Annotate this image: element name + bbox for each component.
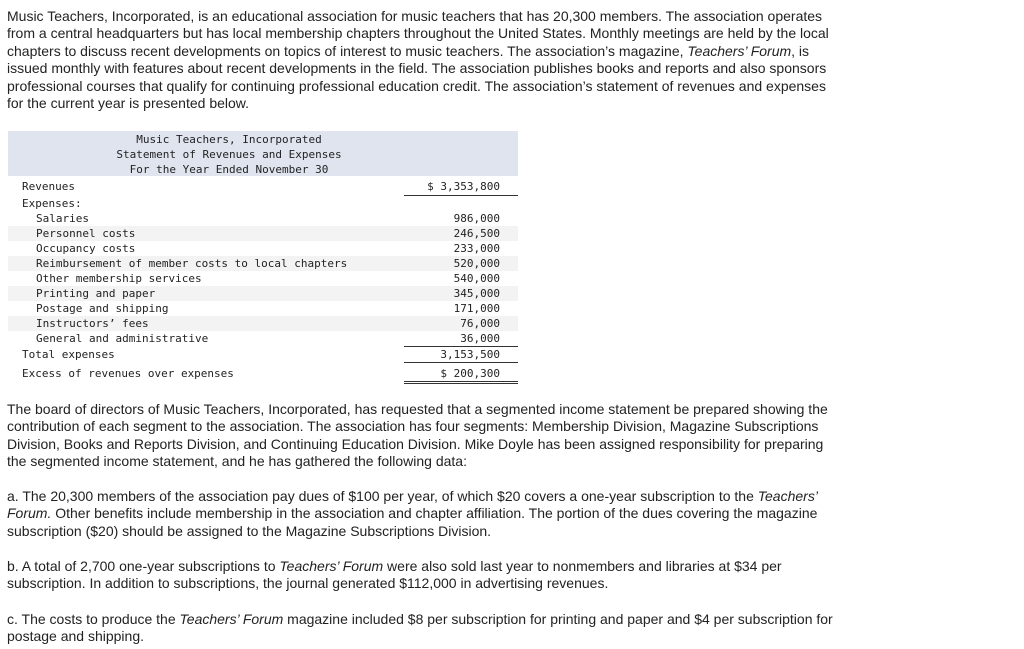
expense-amount: 246,500 xyxy=(453,227,500,240)
expense-label: Instructors’ fees xyxy=(36,317,149,330)
excess-rule xyxy=(404,362,518,363)
item-c-text: postage and shipping. xyxy=(7,628,144,645)
expense-label: Printing and paper xyxy=(36,287,156,300)
intro-line: Music Teachers, Incorporated, is an educational association for music teachers that has 20,300 members. The association operates xyxy=(7,8,823,24)
expense-row xyxy=(8,241,518,256)
magazine-title: Teachers’ Forum xyxy=(279,558,384,574)
item-c-text: c. The costs to produce the xyxy=(7,611,180,627)
statement-header xyxy=(8,131,518,176)
expense-amount: 171,000 xyxy=(453,302,500,315)
item-b-paragraph xyxy=(7,558,1007,593)
item-b-text: subscription. In addition to subscriptions, the journal generated $112,000 in advertising revenues. xyxy=(7,575,609,592)
magazine-title: Teachers’ Forum xyxy=(687,42,792,59)
expenses-header-row xyxy=(8,196,518,211)
expense-row xyxy=(8,316,518,331)
item-a-paragraph xyxy=(7,488,1007,540)
intro-paragraph xyxy=(7,8,1007,112)
expense-amount: 986,000 xyxy=(453,212,500,225)
expense-amount: 36,000 xyxy=(460,332,500,345)
excess-row xyxy=(8,366,518,381)
expense-row xyxy=(8,211,518,226)
expense-amount: 233,000 xyxy=(453,242,500,255)
magazine-title: Forum. xyxy=(7,505,52,522)
intro-line: , is xyxy=(791,42,810,59)
expense-amount: 76,000 xyxy=(460,317,500,330)
expense-label: Occupancy costs xyxy=(36,242,136,255)
expense-label: Reimbursement of member costs to local chapters xyxy=(36,257,348,270)
expense-amount: 345,000 xyxy=(453,287,500,300)
expense-amount: 540,000 xyxy=(453,272,500,285)
total-expenses-row xyxy=(8,347,518,362)
statement-company: Music Teachers, Incorporated xyxy=(136,133,322,146)
expense-row xyxy=(8,286,518,301)
item-c-text: magazine included $8 per subscription for printing and paper and $4 per subscription for xyxy=(283,611,833,627)
expense-row xyxy=(8,256,518,271)
revenues-row xyxy=(8,179,518,194)
item-a-text: Other benefits include membership in the association and chapter affiliation. The portion of the dues covering the magazine xyxy=(51,505,818,522)
intro-line: professional courses that qualify for continuing professional education credit. The association’s statement of revenues and expenses xyxy=(7,77,826,94)
intro-line: chapters to discuss recent developments on topics of interest to music teachers. The association’s magazine, xyxy=(7,42,688,59)
statement-period: For the Year Ended November 30 xyxy=(129,163,329,176)
excess-double-rule xyxy=(404,381,518,384)
total-expenses-label: Total expenses xyxy=(22,348,115,361)
item-b-text: b. A total of 2,700 one-year subscriptions to xyxy=(7,558,280,574)
item-a-text: a. The 20,300 members of the association pay dues of $100 per year, of which $20 covers a one-year subscription to the xyxy=(7,488,758,504)
magazine-title: Teachers’ Forum xyxy=(179,611,284,627)
excess-label: Excess of revenues over expenses xyxy=(22,367,234,380)
item-a-text: subscription ($20) should be assigned to the Magazine Subscriptions Division. xyxy=(7,522,492,539)
revenues-amount: $ 3,353,800 xyxy=(427,180,500,193)
board-line: contribution of each segment to the association. The association has four segments: Membership Division, Magazine Subscriptions xyxy=(7,418,819,435)
board-line: the segmented income statement, and he has gathered the following data: xyxy=(7,453,467,470)
expense-amount: 520,000 xyxy=(453,257,500,270)
expenses-label: Expenses: xyxy=(22,197,82,210)
item-b-text: were also sold last year to nonmembers and libraries at $34 per xyxy=(383,558,782,574)
expense-label: Postage and shipping xyxy=(36,302,169,315)
expense-row xyxy=(8,301,518,316)
magazine-title: Teachers’ xyxy=(757,488,818,504)
revenues-label: Revenues xyxy=(22,180,75,193)
total-expenses-amount: 3,153,500 xyxy=(440,348,500,361)
expense-label: General and administrative xyxy=(36,332,209,345)
expense-row xyxy=(8,226,518,241)
expense-row xyxy=(8,331,518,346)
intro-line: from a central headquarters but has local membership chapters throughout the United States. Monthly meetings are held by the local xyxy=(7,25,829,42)
intro-line: for the current year is presented below. xyxy=(7,95,250,112)
excess-amount: $ 200,300 xyxy=(440,367,500,380)
board-line: Division, Books and Reports Division, and Continuing Education Division. Mike Doyle has been assigned responsibility for preparing xyxy=(7,435,824,452)
expense-label: Salaries xyxy=(36,212,89,225)
expense-label: Other membership services xyxy=(36,272,202,285)
income-statement xyxy=(8,131,518,383)
board-paragraph xyxy=(7,401,1007,471)
statement-title: Statement of Revenues and Expenses xyxy=(116,148,342,161)
expense-row xyxy=(8,271,518,286)
intro-line: issued monthly with features about recent developments in the field. The association publishes books and reports and also sponsors xyxy=(7,60,827,77)
board-line: The board of directors of Music Teachers, Incorporated, has requested that a segmented income statement be prepared showing the xyxy=(7,401,828,417)
expense-label: Personnel costs xyxy=(36,227,136,240)
item-c-paragraph xyxy=(7,611,1007,646)
